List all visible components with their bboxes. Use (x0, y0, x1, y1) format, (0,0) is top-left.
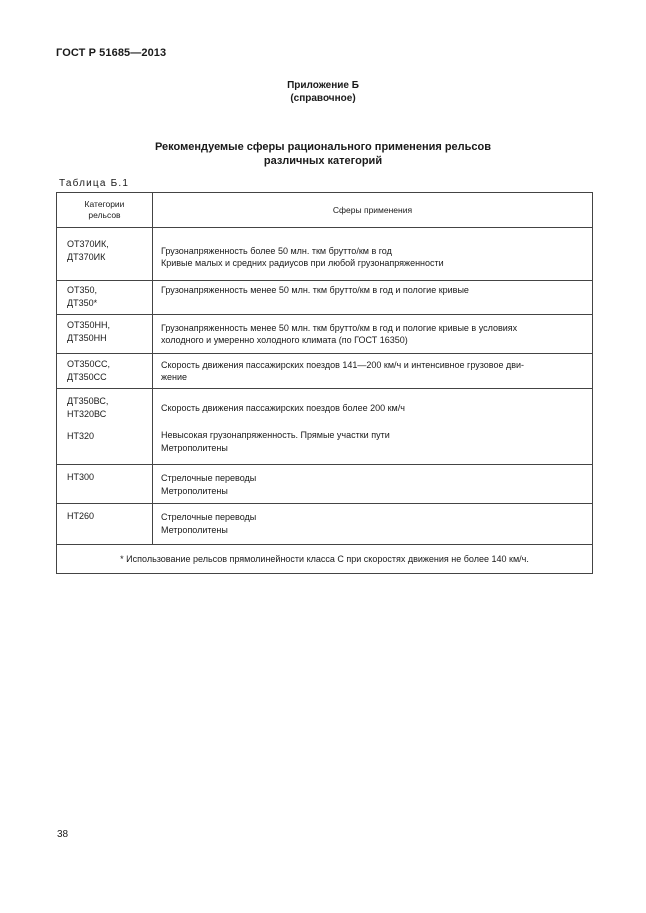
category-line: НТ320 (67, 431, 95, 441)
appendix-subtitle: (справочное) (290, 93, 356, 104)
category-line: ОТ370ИК, (67, 239, 109, 249)
section-title (0, 140, 646, 168)
scope-cell (153, 389, 593, 428)
table-row (57, 234, 592, 281)
appendix-title: Приложение Б (287, 80, 359, 91)
category-cell (57, 427, 153, 465)
section-title-line-1: Рекомендуемые сферы рационального применения рельсов (154, 141, 492, 153)
category-line: ДТ350СС (67, 371, 107, 382)
scope-cell (153, 465, 593, 504)
category-line: ДТ350* (67, 297, 98, 308)
scope-line: Скорость движения пассажирских поездов более 200 км/ч (161, 402, 405, 413)
category-cell (57, 465, 153, 504)
table-row (57, 427, 592, 465)
category-line: ОТ350, (67, 285, 98, 295)
scope-cell (153, 315, 593, 354)
category-line: ОТ350НН, (67, 320, 111, 330)
category-line: НТ260 (67, 511, 95, 521)
column-header-category (57, 193, 153, 228)
application-table (57, 193, 592, 573)
category-line: ДТ370ИК (67, 251, 106, 262)
category-cell (57, 315, 153, 354)
category-cell (57, 281, 153, 315)
category-line: НТ300 (67, 472, 95, 482)
table-row (57, 465, 592, 504)
scope-cell (153, 234, 593, 281)
table-row (57, 315, 592, 354)
scope-line: Грузонапряженность менее 50 млн. ткм брутто/км в год и пологие кривые в условиях (161, 322, 518, 333)
scope-line: Метрополитены (161, 524, 228, 535)
scope-line: холодного и умеренно холодного климата (по ГОСТ 16350) (161, 335, 408, 345)
table-row (57, 354, 592, 389)
category-cell (57, 389, 153, 428)
scope-cell (153, 427, 593, 465)
category-cell (57, 234, 153, 281)
scope-line: Грузонапряженность более 50 млн. ткм брутто/км в год (161, 245, 392, 256)
scope-line: Невысокая грузонапряженность. Прямые участки пути (161, 430, 390, 440)
column-header-category-text: Категории рельсов (84, 199, 125, 220)
scope-cell (153, 281, 593, 315)
scope-line: Стрелочные переводы (161, 473, 257, 483)
scope-line: Метрополитены (161, 442, 228, 453)
section-title-line-2: различных категорий (263, 155, 383, 167)
document-header: ГОСТ Р 51685—2013 (56, 47, 167, 59)
category-line: НТ320ВС (67, 408, 107, 419)
category-cell (57, 354, 153, 389)
scope-line: Кривые малых и средних радиусов при любой грузонапряженности (161, 258, 444, 268)
scope-line: Метрополитены (161, 485, 228, 496)
category-cell (57, 504, 153, 545)
category-line: ДТ350НН (67, 332, 107, 343)
table-row (57, 281, 592, 315)
page-number: 38 (57, 829, 69, 840)
scope-line: Скорость движения пассажирских поездов 141—200 км/ч и интенсивное грузовое дви- (161, 359, 525, 370)
table-footnote: * Использование рельсов прямолинейности класса С при скоростях движения не более 140 км/ч. (57, 545, 592, 574)
scope-line: Стрелочные переводы (161, 512, 257, 522)
table-caption: Таблица Б.1 (59, 178, 130, 189)
scope-line: жение (161, 372, 188, 382)
category-line: ОТ350СС, (67, 359, 111, 369)
category-line: ДТ350ВС, (67, 396, 109, 406)
table-row (57, 389, 592, 428)
scope-line: Грузонапряженность менее 50 млн. ткм брутто/км в год и пологие кривые (161, 285, 469, 295)
scope-cell (153, 354, 593, 389)
scope-cell (153, 504, 593, 545)
table-footnote-row (57, 545, 592, 574)
table-row (57, 504, 592, 545)
column-header-scope: Сферы применения (153, 193, 593, 228)
